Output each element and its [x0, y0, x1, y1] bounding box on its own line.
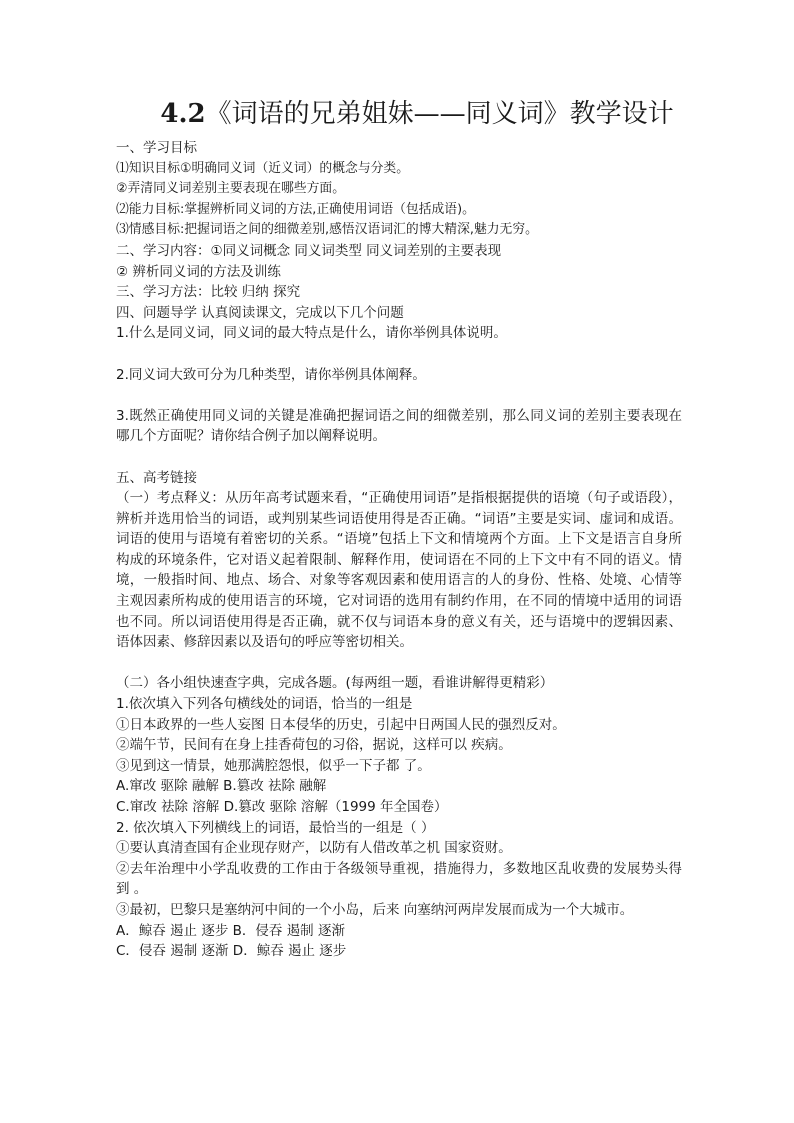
section-heading-goals: 一、学习目标 — [116, 140, 197, 156]
content-item-2: ② 辨析同义词的方法及训练 — [116, 263, 281, 280]
exam-explanation-paragraph: （一）考点释义：从历年高考试题来看，“正确使用词语”是指根据提供的语境（句子或语段），辨析并选用恰当的词语，或判别某些词语使用得是否正确。“词语”主要是实词、虚词和成语。词语的使用与语境有着密切的关系。“语境”包括上下文和情境两个方面。上下文是语言自身所构成的环境条件，它对语义起着限制、解释作用，使词语在不同的上下文中有不同的语义。情境，一般指时间、地点、场合、对象等客观因素和使用语言的人的身份、性格、处境、心情等主观因素所构成的使用语言的环境，它对词语的选用有制约作用，在不同的情境中适用的词语也不同。所以词语使用得是否正确，就不仅与词语本身的意义有关，还与语境中的逻辑因素、语体因素、修辞因素以及语句的呼应等密切相关。 — [116, 490, 682, 651]
exercise-1-options-ab: A.窜改 驱除 融解 B.篡改 祛除 融解 — [116, 778, 327, 795]
exercise-1-options-cd: C.窜改 祛除 溶解 D.篡改 驱除 溶解（1999 年全国卷） — [116, 799, 448, 815]
goal-knowledge: ⑴知识目标①明确同义词（近义词）的概念与分类。 — [116, 160, 410, 176]
exercise-2-stem: 2. 依次填入下列横线上的词语，最恰当的一组是（ ） — [116, 819, 435, 836]
blank-space — [116, 385, 682, 406]
exercise-1-sentence-1: ①日本政界的一些人妄图 日本侵华的历史，引起中日两国人民的强烈反对。 — [116, 716, 566, 733]
goal-emotion: ⑶情感目标:把握词语之间的细微差别,感悟汉语词汇的博大精深,魅力无穷。 — [116, 222, 538, 238]
exercise-2-options-ab: A．鲸吞 遏止 逐步 B．侵吞 遏制 逐渐 — [116, 922, 345, 939]
exercise-1-sentence-3: ③见到这一情景，她那满腔怨恨，似乎一下子都 了。 — [116, 757, 431, 774]
exercise-2-sentence-2: ②去年治理中小学乱收费的工作由于各级领导重视，措施得力，多数地区乱收费的发展势头得到 。 — [116, 860, 682, 898]
section-heading-exam: 五、高考链接 — [116, 469, 197, 486]
title-text: 《词语的兄弟姐妹——同义词》教学设计 — [205, 99, 674, 129]
section-heading-guide: 四、问题导学 认真阅读课文，完成以下几个问题 — [116, 304, 404, 321]
exercise-1-stem: 1.依次填入下列各句横线处的词语，恰当的一组是 — [116, 696, 413, 713]
exercise-2-sentence-1: ①要认真清查国有企业现存财产，以防有人借改革之机 国家资财。 — [116, 840, 512, 857]
question-3: 3.既然正确使用同义词的关键是准确把握词语之间的细微差别，那么同义词的差别主要表现在哪几个方面呢？请你结合例子加以阐释说明。 — [116, 407, 682, 445]
goal-ability: ⑵能力目标:掌握辨析同义词的方法,正确使用词语（包括成语)。 — [116, 201, 475, 217]
title-number: 4.2 — [160, 99, 206, 129]
question-1: 1.什么是同义词，同义词的最大特点是什么，请你举例具体说明。 — [116, 325, 507, 342]
section-heading-methods: 三、学习方法：比较 归纳 探究 — [116, 284, 301, 301]
blank-space — [116, 344, 682, 365]
exercise-2-sentence-3: ③最初，巴黎只是塞纳河中间的一个小岛，后来 向塞纳河两岸发展而成为一个大城市。 — [116, 901, 634, 918]
goal-knowledge-2: ②弄清同义词差别主要表现在哪些方面。 — [116, 181, 346, 197]
exercise-1-sentence-2: ②端午节，民间有在身上挂香荷包的习俗，据说，这样可以 疾病。 — [116, 737, 512, 754]
blank-space — [116, 653, 682, 674]
section-heading-content: 二、学习内容：①同义词概念 同义词类型 同义词差别的主要表现 — [116, 242, 502, 259]
document-body — [116, 138, 682, 962]
exam-part-2-heading: （二）各小组快速查字典，完成各题。(每两组一题，看谁讲解得更精彩） — [116, 675, 554, 692]
document-title — [0, 92, 794, 136]
blank-space — [116, 447, 682, 468]
exercise-2-options-cd: C．侵吞 遏制 逐渐 D．鲸吞 遏止 逐步 — [116, 943, 347, 960]
question-2: 2.同义词大致可分为几种类型，请你举例具体阐释。 — [116, 366, 426, 383]
